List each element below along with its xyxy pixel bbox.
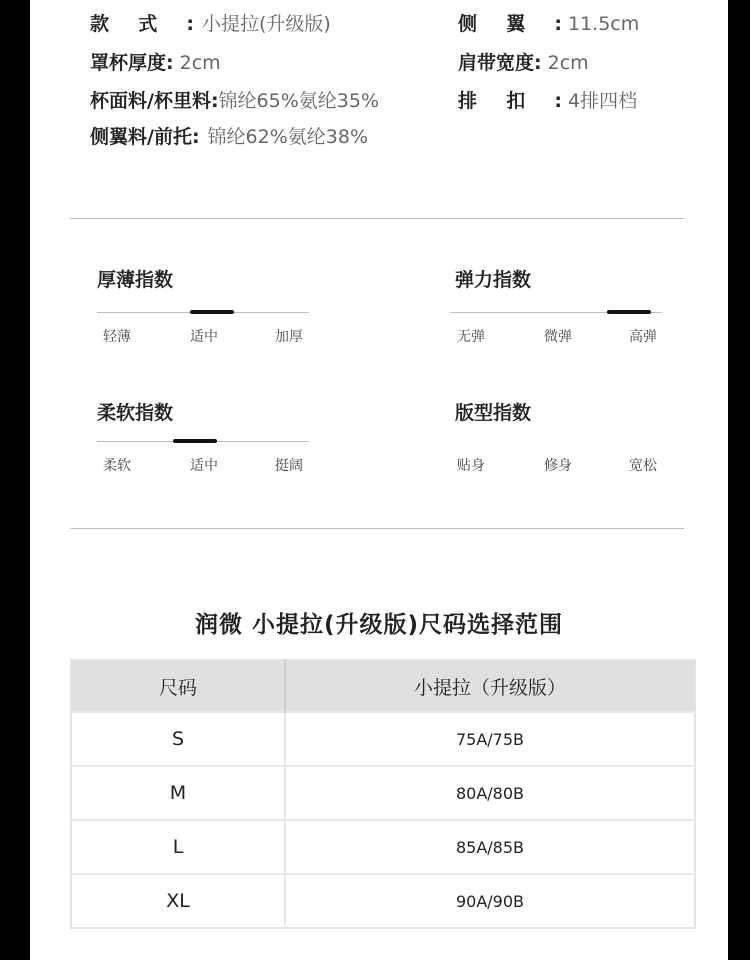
spec-wing-fabric [90, 122, 368, 149]
table-row [71, 712, 695, 766]
size-cell: XL [71, 874, 285, 928]
spec-hooks-label: 排扣: [458, 90, 562, 112]
spec-wing-fabric-label: 侧翼料/前托: [90, 126, 200, 148]
index-softness-marker [173, 439, 217, 443]
divider-top [70, 218, 684, 219]
spec-cup-thickness-label: 罩杯厚度: [90, 52, 174, 74]
spec-hooks [458, 86, 637, 113]
index-softness-option: 适中 [190, 458, 218, 474]
index-elasticity-option: 微弹 [544, 329, 572, 345]
spec-cup-fabric-value: 锦纶65%氨纶35% [218, 90, 380, 112]
table-row [71, 766, 695, 820]
spec-strap-width [458, 48, 589, 75]
range-cell: 85A/85B [285, 820, 695, 874]
column-header-size: 尺码 [71, 660, 285, 712]
size-table-title: 润微 小提拉(升级版)尺码选择范围 [194, 612, 564, 638]
spec-style-label: 款式: [90, 13, 194, 35]
index-thickness-option: 适中 [190, 329, 218, 345]
size-table [70, 659, 696, 929]
spec-hooks-value: 4排四档 [568, 90, 638, 112]
table-row [71, 820, 695, 874]
spec-wing-label: 侧翼: [458, 13, 562, 35]
index-softness-option: 挺阔 [275, 458, 303, 474]
table-header-row [71, 660, 695, 712]
spec-cup-thickness-value: 2cm [179, 52, 221, 74]
index-softness-title: 柔软指数 [97, 402, 174, 424]
index-thickness-option: 轻薄 [103, 329, 131, 345]
product-detail-page [30, 0, 728, 960]
index-thickness-title: 厚薄指数 [97, 269, 174, 291]
size-cell: S [71, 712, 285, 766]
range-cell: 75A/75B [285, 712, 695, 766]
spec-style-value: 小提拉(升级版) [202, 13, 331, 35]
range-cell: 90A/90B [285, 874, 695, 928]
spec-strap-width-value: 2cm [547, 52, 589, 74]
index-fit-title: 版型指数 [455, 402, 532, 424]
spec-style [90, 9, 331, 36]
size-cell: L [71, 820, 285, 874]
table-row [71, 874, 695, 928]
index-thickness-option: 加厚 [275, 329, 303, 345]
index-thickness-marker [190, 310, 234, 314]
index-elasticity-title: 弹力指数 [455, 269, 532, 291]
spec-wing-fabric-value: 锦纶62%氨纶38% [207, 126, 369, 148]
column-header-range: 小提拉（升级版） [285, 660, 695, 712]
spec-strap-width-label: 肩带宽度: [458, 52, 542, 74]
index-softness-option: 柔软 [103, 458, 131, 474]
spec-wing [458, 9, 639, 36]
index-fit-option: 宽松 [629, 458, 657, 474]
range-cell: 80A/80B [285, 766, 695, 820]
index-elasticity-option: 高弹 [629, 329, 657, 345]
index-fit-option: 修身 [544, 458, 572, 474]
index-fit-option: 贴身 [457, 458, 485, 474]
spec-cup-fabric [90, 86, 379, 113]
size-cell: M [71, 766, 285, 820]
spec-wing-value: 11.5cm [568, 13, 640, 35]
divider-bottom [70, 528, 684, 529]
spec-cup-thickness [90, 48, 221, 75]
index-elasticity-option: 无弹 [457, 329, 485, 345]
spec-cup-fabric-label: 杯面料/杯里料: [90, 90, 219, 112]
index-elasticity-marker [607, 310, 651, 314]
